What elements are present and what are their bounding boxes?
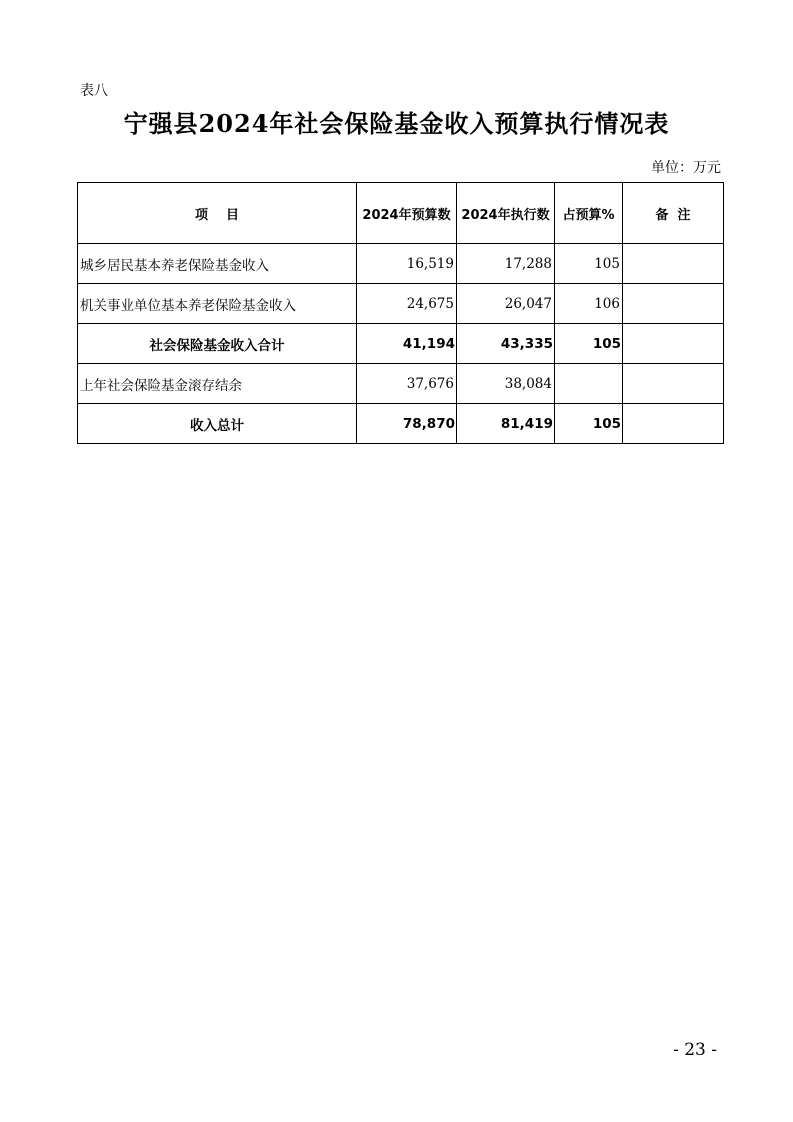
row-actual: 81,419 [457, 404, 555, 444]
row-note [623, 364, 724, 404]
table-row [78, 284, 724, 324]
row-item: 上年社会保险基金滚存结余 [78, 364, 357, 404]
row-ratio: 105 [555, 244, 623, 284]
row-budget: 78,870 [357, 404, 457, 444]
unit-label: 单位：万元 [651, 160, 721, 176]
header-ratio: 占预算% [555, 183, 623, 244]
row-ratio: 106 [555, 284, 623, 324]
row-note [623, 284, 724, 324]
row-note [623, 324, 724, 364]
row-actual: 43,335 [457, 324, 555, 364]
row-budget: 37,676 [357, 364, 457, 404]
header-actual: 2024年执行数 [457, 183, 555, 244]
row-ratio: 105 [555, 324, 623, 364]
row-budget: 41,194 [357, 324, 457, 364]
table-row [78, 364, 724, 404]
header-item: 项 目 [78, 183, 357, 244]
row-actual: 17,288 [457, 244, 555, 284]
row-actual: 26,047 [457, 284, 555, 324]
page-title: 宁强县2024年社会保险基金收入预算执行情况表 [123, 109, 670, 138]
row-budget: 16,519 [357, 244, 457, 284]
subtotal-row [78, 324, 724, 364]
row-note [623, 404, 724, 444]
row-item: 机关事业单位基本养老保险基金收入 [78, 284, 357, 324]
total-row [78, 404, 724, 444]
header-note: 备 注 [623, 183, 724, 244]
header-budget: 2024年预算数 [357, 183, 457, 244]
row-item: 社会保险基金收入合计 [78, 324, 357, 364]
table-row [78, 244, 724, 284]
row-ratio: 105 [555, 404, 623, 444]
row-ratio [555, 364, 623, 404]
page-number: - 23 - [673, 1040, 717, 1060]
table-number: 表八 [80, 83, 108, 99]
fund-income-table [77, 182, 724, 444]
row-item: 城乡居民基本养老保险基金收入 [78, 244, 357, 284]
header-row [78, 183, 724, 244]
row-item: 收入总计 [78, 404, 357, 444]
row-budget: 24,675 [357, 284, 457, 324]
row-note [623, 244, 724, 284]
row-actual: 38,084 [457, 364, 555, 404]
